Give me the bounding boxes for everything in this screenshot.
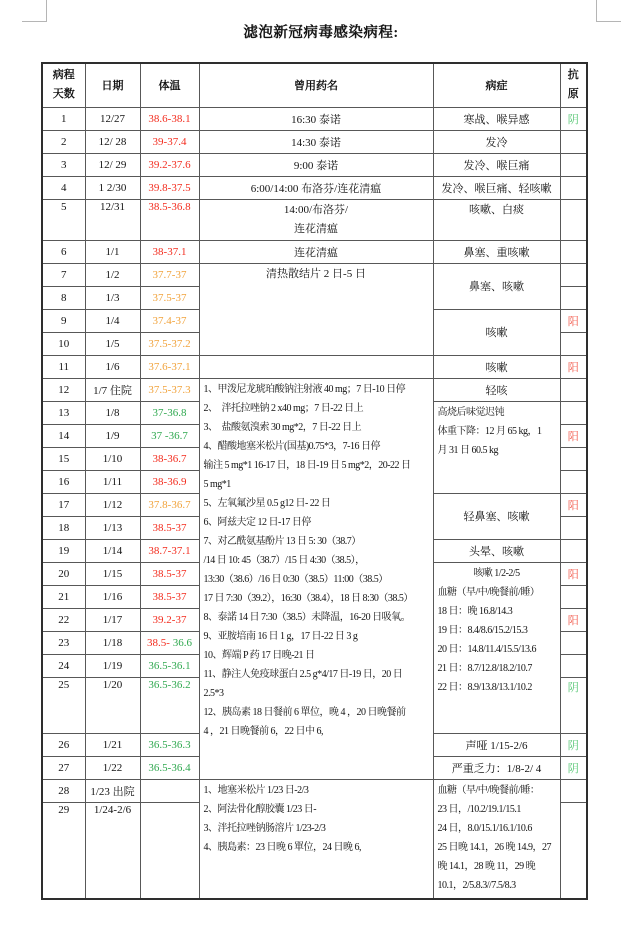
text-line: 3、泮托拉唑钠肠溶片 1/23-2/3 bbox=[203, 822, 326, 834]
temp-cell bbox=[140, 631, 199, 654]
temp-cell: 38.5-36.8 bbox=[140, 199, 199, 240]
day-cell: 1 bbox=[42, 107, 85, 130]
date-cell: 1/23 出院 bbox=[85, 779, 140, 802]
antigen-cell bbox=[560, 654, 587, 677]
page-title: 滤泡新冠病毒感染病程: bbox=[243, 25, 399, 41]
table-row bbox=[42, 355, 587, 378]
symptom-cell bbox=[433, 401, 560, 493]
day-cell: 19 bbox=[42, 539, 85, 562]
date-cell: 1/20 bbox=[85, 677, 140, 733]
temp-cell bbox=[140, 779, 199, 802]
day-cell: 11 bbox=[42, 355, 85, 378]
temp-cell: 39.2-37 bbox=[140, 608, 199, 631]
meds-cell: 14:30 泰诺 bbox=[199, 130, 433, 153]
text-line: 1、甲泼尼龙琥珀酸钠注射液 40 mg；7 日-10 日停 bbox=[203, 383, 406, 395]
antigen-cell bbox=[560, 153, 587, 176]
temp-cell: 36.5-36.4 bbox=[140, 756, 199, 779]
text-line: 10、辉端 P 药 17 日晚-21 日 bbox=[203, 649, 315, 661]
symptom-cell: 咳嗽 bbox=[433, 309, 560, 355]
text-line: 6、阿兹夫定 12 日-17 日停 bbox=[203, 516, 311, 528]
antigen-cell bbox=[560, 516, 587, 539]
symptom-cell: 咳嗽 bbox=[433, 355, 560, 378]
day-cell: 21 bbox=[42, 585, 85, 608]
antigen-cell: 阳 bbox=[560, 355, 587, 378]
temp-cell: 39.2-37.6 bbox=[140, 153, 199, 176]
text-line: 4、醋酸地塞米松片(国基)0.75*3，7-16 日停 bbox=[203, 440, 380, 452]
text-line: 20 日：14.8/11.4/15.5/13.6 bbox=[437, 643, 536, 655]
date-cell: 1/17 bbox=[85, 608, 140, 631]
temp-cell: 36.5-36.2 bbox=[140, 677, 199, 733]
table-row bbox=[42, 378, 587, 401]
date-cell: 1/15 bbox=[85, 562, 140, 585]
antigen-cell: 阴 bbox=[560, 107, 587, 130]
temp-span: 38.5- bbox=[147, 636, 170, 649]
text-line: 13:30（38.6）/16 日 0:30（38.5）11:00（38.5） bbox=[203, 573, 388, 585]
day-cell: 18 bbox=[42, 516, 85, 539]
date-cell: 1/13 bbox=[85, 516, 140, 539]
day-cell: 7 bbox=[42, 263, 85, 286]
day-cell: 10 bbox=[42, 332, 85, 355]
date-cell: 1 2/30 bbox=[85, 176, 140, 199]
text-line: /14 日 10: 45（38.7）/15 日 4:30（38.5）， bbox=[203, 554, 365, 566]
text-line: 连花清瘟 bbox=[294, 222, 338, 235]
table-row bbox=[42, 263, 587, 286]
day-cell: 4 bbox=[42, 176, 85, 199]
symptom-cell: 发冷 bbox=[433, 130, 560, 153]
meds-cell: 16:30 泰诺 bbox=[199, 107, 433, 130]
temp-cell: 38.5-37 bbox=[140, 516, 199, 539]
meds-cell bbox=[199, 199, 433, 240]
antigen-cell: 阴 bbox=[560, 733, 587, 756]
meds-cell bbox=[199, 378, 433, 779]
antigen-cell bbox=[560, 286, 587, 309]
meds-cell: 9:00 泰诺 bbox=[199, 153, 433, 176]
temp-cell: 37.8-36.7 bbox=[140, 493, 199, 516]
table-row bbox=[42, 176, 587, 199]
temp-cell: 37.5-37 bbox=[140, 286, 199, 309]
date-cell: 1/1 bbox=[85, 240, 140, 263]
antigen-cell bbox=[560, 401, 587, 424]
antigen-cell bbox=[560, 378, 587, 401]
meds-cell: 连花清瘟 bbox=[199, 240, 433, 263]
symptom-cell: 发冷、喉巨痛、轻咳嗽 bbox=[433, 176, 560, 199]
antigen-cell bbox=[560, 263, 587, 286]
day-cell: 25 bbox=[42, 677, 85, 733]
symptom-cell bbox=[433, 779, 560, 899]
day-cell: 8 bbox=[42, 286, 85, 309]
day-cell: 28 bbox=[42, 779, 85, 802]
header-day bbox=[42, 63, 85, 107]
date-cell: 1/19 bbox=[85, 654, 140, 677]
text-line: 23 日，/10.2/19.1/15.1 bbox=[437, 803, 521, 815]
temp-cell: 38.6-38.1 bbox=[140, 107, 199, 130]
day-cell: 24 bbox=[42, 654, 85, 677]
text-line: 咳嗽 1/2-2/5 bbox=[473, 567, 520, 579]
day-cell: 2 bbox=[42, 130, 85, 153]
text-line: 输注 5 mg*1 16-17 日，18 日-19 日 5 mg*2，20-22 日 bbox=[203, 459, 411, 471]
text-line: 8、泰諾 14 日 7:30（38.5）未降温，16-20 日吸氧。 bbox=[203, 611, 411, 623]
symptom-cell: 严重乏力：1/8-2/ 4 bbox=[433, 756, 560, 779]
header-temp: 体温 bbox=[140, 63, 199, 107]
header-date: 日期 bbox=[85, 63, 140, 107]
antigen-cell: 阴 bbox=[560, 756, 587, 779]
text-line: 高烧后味觉迟钝 bbox=[437, 406, 504, 418]
date-cell: 1/21 bbox=[85, 733, 140, 756]
antigen-cell bbox=[560, 199, 587, 240]
text-line: 7、对乙酰氨基酚片 13 日 5: 30（38.7） bbox=[203, 535, 361, 547]
antigen-cell bbox=[560, 802, 587, 899]
temp-span: 36.6 bbox=[169, 636, 192, 649]
day-cell: 26 bbox=[42, 733, 85, 756]
meds-cell: 清热散结片 2 日-5 日 bbox=[199, 263, 433, 355]
date-cell: 1/18 bbox=[85, 631, 140, 654]
day-cell: 5 bbox=[42, 199, 85, 240]
date-cell: 12/31 bbox=[85, 199, 140, 240]
temp-cell: 38.5-37 bbox=[140, 562, 199, 585]
header-antigen bbox=[560, 63, 587, 107]
date-cell: 1/10 bbox=[85, 447, 140, 470]
text-line: 25 日晚 14.1，26 晚 14.9，27 晚 14.1，28 晚 11，29 晚 10.1，2/5.8.3//7.5/8.3 bbox=[437, 841, 553, 891]
text-line: 3、 盐酸氨溴索 30 mg*2，7 日-22 日上 bbox=[203, 421, 362, 433]
text-line: 天数 bbox=[52, 88, 75, 101]
table-row bbox=[42, 199, 587, 240]
antigen-cell bbox=[560, 585, 587, 608]
table-row bbox=[42, 153, 587, 176]
date-cell: 1/2 bbox=[85, 263, 140, 286]
temp-cell: 37 -36.7 bbox=[140, 424, 199, 447]
day-cell: 9 bbox=[42, 309, 85, 332]
illness-course-table bbox=[41, 62, 588, 900]
page-corner-mark-left bbox=[22, 0, 47, 22]
text-line: 4 ，21 日晚餐前 6，22 日中 6, bbox=[203, 725, 323, 737]
text-line: 病程 bbox=[52, 69, 75, 82]
antigen-cell bbox=[560, 240, 587, 263]
text-line: 19 日：8.4/8.6/15.2/15.3 bbox=[437, 624, 528, 636]
text-line: 2、阿法骨化醇胶囊 1/23 日- bbox=[203, 803, 317, 815]
text-line: 21 日：8.7/12.8/18.2/10.7 bbox=[437, 662, 532, 674]
text-line: 17 日 7:30（39.2），16:30（38.4），18 日 8:30（38.5） bbox=[203, 592, 413, 604]
temp-cell: 37.4-37 bbox=[140, 309, 199, 332]
day-cell: 22 bbox=[42, 608, 85, 631]
temp-cell: 37.7-37 bbox=[140, 263, 199, 286]
date-cell: 1/6 bbox=[85, 355, 140, 378]
table-body bbox=[42, 107, 587, 899]
temp-cell bbox=[140, 802, 199, 899]
text-line: 5、左氧氟沙星 0.5 g12 日- 22 日 bbox=[203, 497, 331, 509]
date-cell: 1/7 住院 bbox=[85, 378, 140, 401]
symptom-cell: 声哑 1/15-2/6 bbox=[433, 733, 560, 756]
text-line: 体重下降：12 月 65 kg，1 bbox=[437, 425, 542, 437]
antigen-cell bbox=[560, 470, 587, 493]
date-cell: 1/22 bbox=[85, 756, 140, 779]
antigen-cell: 阳 bbox=[560, 424, 587, 447]
symptom-cell: 咳嗽、白痰 bbox=[433, 199, 560, 240]
temp-cell: 38.7-37.1 bbox=[140, 539, 199, 562]
temp-cell: 39.8-37.5 bbox=[140, 176, 199, 199]
antigen-cell bbox=[560, 631, 587, 654]
date-cell: 1/3 bbox=[85, 286, 140, 309]
date-cell: 12/ 28 bbox=[85, 130, 140, 153]
page-corner-mark-right bbox=[596, 0, 621, 22]
table-header bbox=[42, 63, 587, 107]
antigen-cell bbox=[560, 176, 587, 199]
symptom-cell: 轻咳 bbox=[433, 378, 560, 401]
header-meds: 曾用药名 bbox=[199, 63, 433, 107]
date-cell: 12/27 bbox=[85, 107, 140, 130]
temp-cell: 38-36.7 bbox=[140, 447, 199, 470]
day-cell: 6 bbox=[42, 240, 85, 263]
symptom-cell: 鼻塞、咳嗽 bbox=[433, 263, 560, 309]
symptom-cell: 发冷、喉巨痛 bbox=[433, 153, 560, 176]
date-cell: 1/4 bbox=[85, 309, 140, 332]
date-cell: 1/8 bbox=[85, 401, 140, 424]
date-cell: 1/24-2/6 bbox=[85, 802, 140, 899]
text-line: 血糖（早/中/晚餐前/睡） bbox=[437, 586, 540, 598]
table-row bbox=[42, 107, 587, 130]
symptom-cell: 寒战、喉异感 bbox=[433, 107, 560, 130]
text-line: 原 bbox=[567, 88, 579, 101]
text-line: 5 mg*1 bbox=[203, 478, 231, 490]
temp-cell: 37-36.8 bbox=[140, 401, 199, 424]
temp-cell: 38.5-37 bbox=[140, 585, 199, 608]
table-row bbox=[42, 130, 587, 153]
text-line: 11、静注人免疫球蛋白 2.5 g*4/17 日-19 日，20 日 bbox=[203, 668, 403, 680]
antigen-cell: 阳 bbox=[560, 608, 587, 631]
day-cell: 14 bbox=[42, 424, 85, 447]
antigen-cell: 阳 bbox=[560, 562, 587, 585]
date-cell: 1/12 bbox=[85, 493, 140, 516]
table-row bbox=[42, 779, 587, 802]
temp-cell: 36.5-36.1 bbox=[140, 654, 199, 677]
day-cell: 12 bbox=[42, 378, 85, 401]
text-line: 月 31 日 60.5 kg bbox=[437, 444, 498, 456]
date-cell: 12/ 29 bbox=[85, 153, 140, 176]
antigen-cell: 阳 bbox=[560, 493, 587, 516]
symptom-cell: 鼻塞、重咳嗽 bbox=[433, 240, 560, 263]
temp-cell: 37.6-37.1 bbox=[140, 355, 199, 378]
date-cell: 1/5 bbox=[85, 332, 140, 355]
day-cell: 20 bbox=[42, 562, 85, 585]
text-line: 1、地塞米松片 1/23 日-2/3 bbox=[203, 784, 309, 796]
text-line: 9、亚胺培南 16 日 1 g，17 日-22 日 3 g bbox=[203, 630, 358, 642]
temp-cell: 39-37.4 bbox=[140, 130, 199, 153]
temp-cell: 38-37.1 bbox=[140, 240, 199, 263]
temp-cell: 38-36.9 bbox=[140, 470, 199, 493]
day-cell: 15 bbox=[42, 447, 85, 470]
antigen-cell: 阴 bbox=[560, 677, 587, 733]
antigen-cell bbox=[560, 779, 587, 802]
day-cell: 17 bbox=[42, 493, 85, 516]
temp-cell: 36.5-36.3 bbox=[140, 733, 199, 756]
header-symptoms: 病症 bbox=[433, 63, 560, 107]
text-line: 24 日，8.0/15.1/16.1/10.6 bbox=[437, 822, 532, 834]
date-cell: 1/16 bbox=[85, 585, 140, 608]
text-line: 4、胰島素：23 日晚 6 單位，24 日晚 6, bbox=[203, 841, 361, 853]
symptom-cell: 轻鼻塞、咳嗽 bbox=[433, 493, 560, 539]
antigen-cell: 阳 bbox=[560, 309, 587, 332]
text-line: 22 日：8.9/13.8/13.1/10.2 bbox=[437, 681, 532, 693]
day-cell: 13 bbox=[42, 401, 85, 424]
antigen-cell bbox=[560, 539, 587, 562]
antigen-cell bbox=[560, 447, 587, 470]
meds-cell bbox=[199, 355, 433, 378]
temp-cell: 37.5-37.2 bbox=[140, 332, 199, 355]
day-cell: 3 bbox=[42, 153, 85, 176]
date-cell: 1/11 bbox=[85, 470, 140, 493]
text-line: 抗 bbox=[567, 69, 579, 82]
meds-cell: 6:00/14:00 布洛芬/连花清瘟 bbox=[199, 176, 433, 199]
day-cell: 23 bbox=[42, 631, 85, 654]
text-line: 2.5*3 bbox=[203, 687, 224, 699]
date-cell: 1/9 bbox=[85, 424, 140, 447]
text-line: 18 日：晚 16.8/14.3 bbox=[437, 605, 513, 617]
day-cell: 16 bbox=[42, 470, 85, 493]
symptom-cell: 头晕、咳嗽 bbox=[433, 539, 560, 562]
text-line: 血糖（早/中/晚餐前/睡： bbox=[437, 784, 540, 796]
symptom-cell bbox=[433, 562, 560, 733]
antigen-cell bbox=[560, 332, 587, 355]
date-cell: 1/14 bbox=[85, 539, 140, 562]
temp-cell: 37.5-37.3 bbox=[140, 378, 199, 401]
text-line: 12、胰岛素 18 日餐前 6 單位，晚 4 ，20 日晚餐前 bbox=[203, 706, 406, 718]
table-row bbox=[42, 240, 587, 263]
text-line: 2、 泮托拉唑钠 2 x40 mg；7 日-22 日上 bbox=[203, 402, 364, 414]
day-cell: 27 bbox=[42, 756, 85, 779]
antigen-cell bbox=[560, 130, 587, 153]
meds-cell bbox=[199, 779, 433, 899]
text-line: 14:00/布洛芬/ bbox=[283, 203, 349, 216]
day-cell: 29 bbox=[42, 802, 85, 899]
